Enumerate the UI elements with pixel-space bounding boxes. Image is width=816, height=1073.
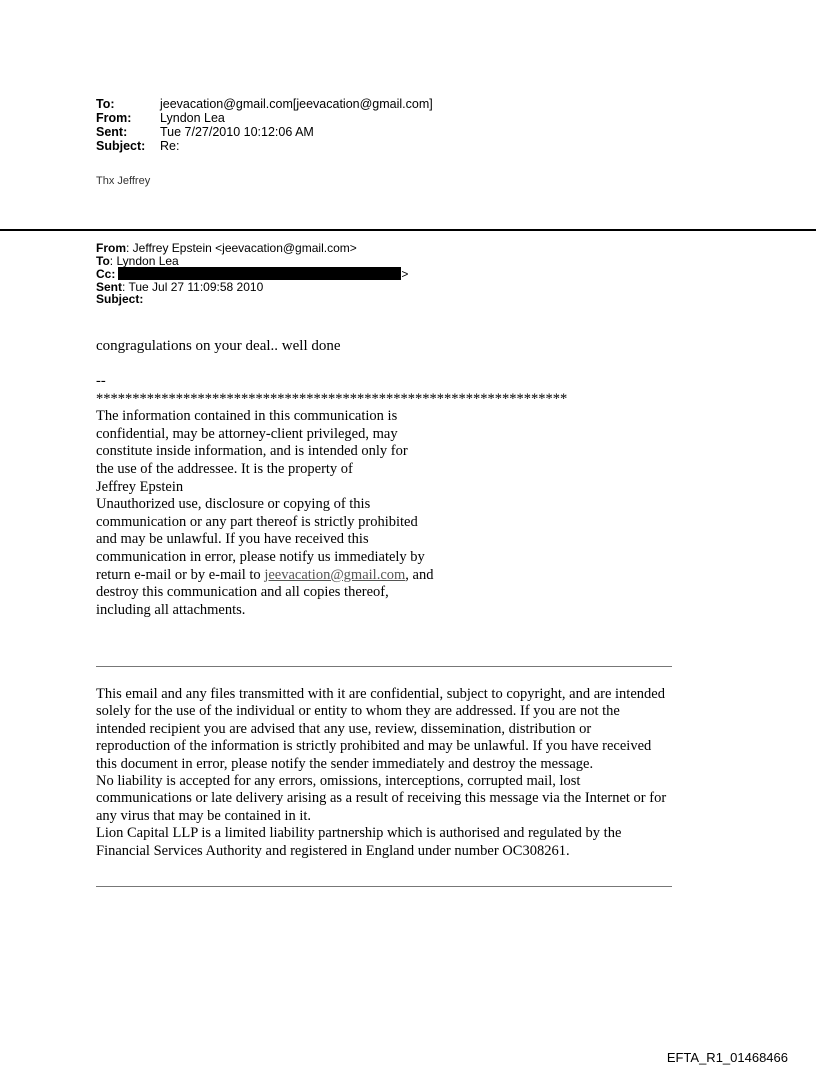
signature-block (96, 373, 567, 619)
signature-dashes: -- (96, 373, 106, 389)
legal-disclaimer: This email and any files transmitted with it are confidential, subject to copyright, and are intended solely for the use of the individual or entity to whom they are addressed. If you are not the intended recipient you are advised that any use, review, dissemination, distribution or reproduction of the information is strictly prohibited and may be unlawful. If you have received this document in error, please notify the sender immediately and destroy the message. No liability is accepted for any errors, omissions, interceptions, corrupted mail, lost communications or late delivery arising as a result of receiving this message via the Internet or for any virus that may be contained in it. Lion Capital LLP is a limited liability partnership which is authorised and regulated by the Financial Services Authority and registered in England under number OC308261. (96, 686, 667, 859)
from-label: From: (96, 111, 132, 125)
orig-to-row (96, 255, 408, 268)
message-body: congragulations on your deal.. well done (96, 338, 341, 354)
original-message-header (96, 242, 408, 306)
to-label: To: (96, 97, 115, 111)
subject-value: Re: (160, 139, 180, 153)
orig-cc-suffix: > (401, 267, 409, 281)
divider-line-bottom (96, 886, 672, 887)
signature-email-link[interactable]: jeevacation@gmail.com (264, 566, 406, 583)
email-header (96, 97, 433, 153)
orig-subject-label: Subject (96, 292, 140, 306)
header-from-row (96, 111, 433, 125)
section-divider (0, 229, 816, 231)
subject-label: Subject: (96, 139, 146, 153)
sent-value: Tue 7/27/2010 10:12:06 AM (160, 125, 314, 139)
document-id: EFTA_R1_01468466 (666, 1050, 788, 1065)
signature-text-end: , and destroy this communication and all copies thereof, including all attachments. (96, 566, 434, 618)
sent-label: Sent: (96, 125, 128, 139)
orig-cc-row (96, 267, 408, 281)
orig-subject-row (96, 293, 408, 306)
orig-cc-colon: : (111, 267, 116, 281)
orig-sent-value: : Tue Jul 27 11:09:58 2010 (122, 279, 264, 294)
header-sent-row (96, 125, 433, 139)
reply-body: Thx Jeffrey (96, 175, 151, 187)
orig-subject-value: : (139, 292, 144, 306)
orig-cc-label: Cc (96, 267, 112, 281)
signature-stars: ***************************************************************** (96, 390, 568, 407)
divider-line-top (96, 666, 672, 667)
from-value: Lyndon Lea (160, 111, 225, 125)
orig-from-label: From (96, 241, 126, 255)
orig-from-value: : Jeffrey Epstein <jeevacation@gmail.com> (126, 241, 357, 255)
signature-text: The information contained in this communication is confidential, may be attorney-client privileged, may constitute inside information, and is intended only for the use of the addressee. It is the property of Jeffrey Epstein Unauthorized use, disclosure or copying of this communication or any part thereof is strictly prohibited and may be unlawful. If you have received this communication in error, please notify us immediately by return e-mail or by e-mail to (96, 408, 425, 583)
header-subject-row (96, 139, 433, 153)
orig-sent-label: Sent (96, 279, 123, 294)
to-value: jeevacation@gmail.com[jeevacation@gmail.com] (160, 97, 433, 111)
header-to-row (96, 97, 433, 111)
redaction-box (118, 267, 401, 280)
orig-to-label: To (96, 253, 110, 268)
orig-to-value: : Lyndon Lea (109, 253, 179, 268)
